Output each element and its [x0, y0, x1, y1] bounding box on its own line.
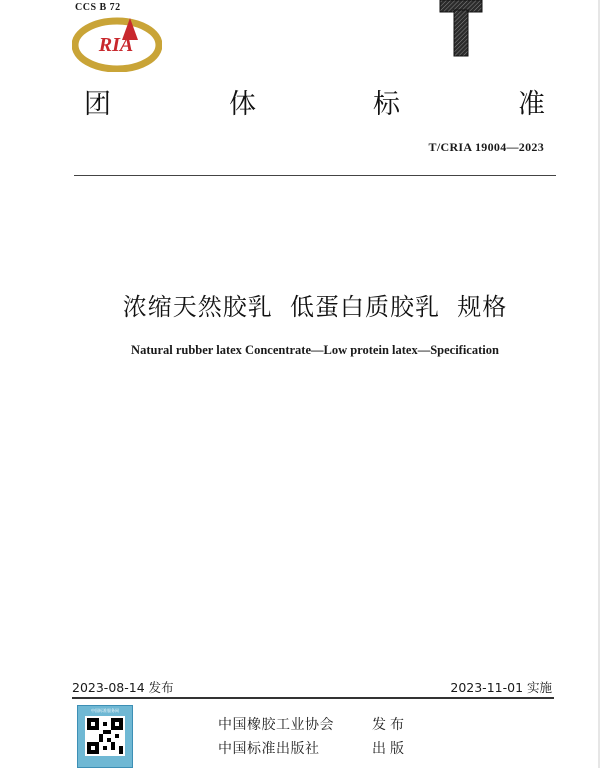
standard-type-char: 体 [229, 89, 256, 120]
implement-date: 2023-11-01 实施 [450, 680, 552, 695]
printer-action: 出版 [372, 741, 408, 757]
ccs-code: CCS B 72 [75, 2, 121, 13]
cria-logo [72, 14, 162, 72]
qr-header: 中国标准服务网 [91, 708, 119, 713]
title-chinese: 浓缩天然胶乳 低蛋白质胶乳 规格 [122, 293, 508, 321]
bottom-divider [72, 697, 554, 699]
standard-type-char: 团 [84, 89, 111, 120]
title-english: Natural rubber latex Concentrate—Low protein latex—Specification [131, 343, 499, 357]
qr-label[interactable] [77, 705, 133, 768]
standard-type-heading [84, 82, 550, 118]
publish-date: 2023-08-14 发布 [72, 680, 174, 695]
qr-code-icon[interactable] [85, 716, 125, 756]
logo-text: RIA [98, 34, 134, 56]
top-divider [74, 175, 556, 176]
publisher-org: 中国橡胶工业协会 [218, 717, 334, 733]
standard-type-char: 准 [518, 89, 545, 120]
standard-code: T/CRIA 19004—2023 [428, 140, 544, 154]
printer-org: 中国标准出版社 [218, 741, 320, 757]
standard-type-char: 标 [373, 89, 400, 120]
svg-text:T: T [460, 56, 462, 57]
corner-letter-t [438, 0, 484, 58]
publisher-action: 发布 [372, 717, 408, 733]
